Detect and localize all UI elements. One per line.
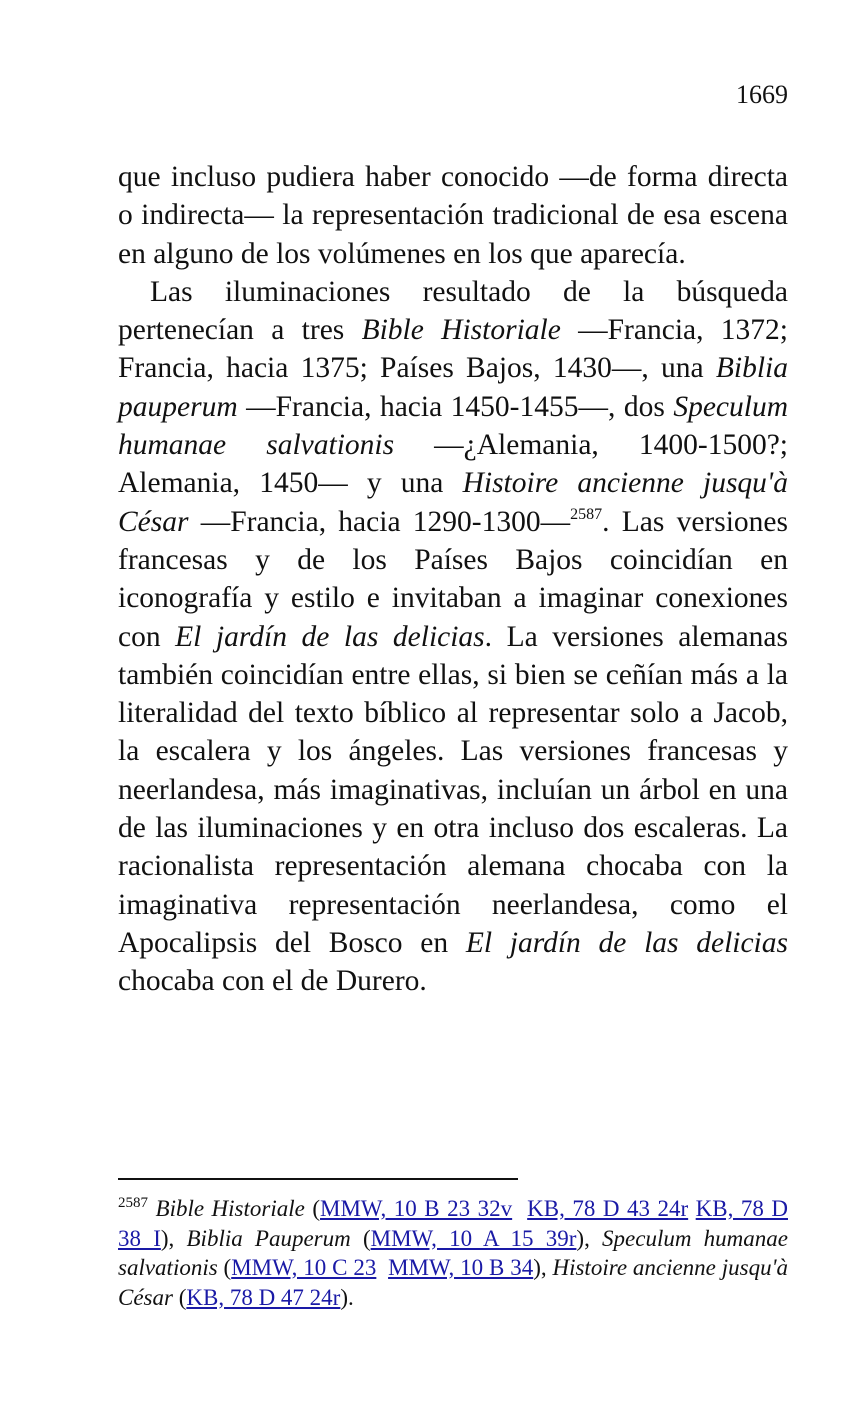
footnote-link[interactable]: KB, 78 D 43 24r <box>527 1196 689 1221</box>
footnote-punct: ). <box>340 1284 354 1310</box>
text-run: . Las versiones francesas y de los Países Bajos coincidían en iconografía y estilo e invitaban a imaginar conexiones con <box>118 505 788 653</box>
footnote-title: Biblia Pauperum <box>186 1225 351 1251</box>
text-run: Las iluminaciones resultado de la búsqueda pertenecían a tres <box>118 275 788 347</box>
footnote-title: Bible Historiale <box>155 1196 305 1221</box>
italic-title: Histoire ancienne jusqu'à César <box>118 467 788 538</box>
text-run: —Francia, 1372; Francia, hacia 1375; Países Bajos, 1430—, una <box>118 314 789 385</box>
text-run: —¿Alemania, 1400-1500?; Alemania, 1450— y una <box>118 429 788 500</box>
text-run: chocaba con el de Durero. <box>118 965 427 998</box>
footnote-link[interactable]: MMW, 10 B 34 <box>388 1255 534 1280</box>
footnote-punct: ( <box>217 1255 232 1280</box>
footnote-title: Histoire ancienne jusqu'à César <box>118 1255 789 1310</box>
footnote-punct: ), <box>160 1225 187 1251</box>
footnote-punct: ( <box>350 1225 371 1251</box>
footnote-punct <box>512 1196 527 1221</box>
page-number: 1669 <box>736 80 788 109</box>
footnote-link[interactable]: MMW, 10 A 15 39r <box>370 1225 577 1251</box>
italic-title: Bible Historiale <box>361 314 561 347</box>
footnote-punct: ), <box>533 1255 553 1280</box>
footnote-separator <box>118 1178 518 1180</box>
text-run: . La versiones alemanas también coincidían entre ellas, si bien se ceñían más a la literalidad del texto bíblico al representar solo a Jacob, la escalera y los ángeles. Las versiones francesas y neerlandesa, más imaginativas, incluían un árbol en una de las iluminaciones y en otra incluso dos escaleras. La racionalista representación alemana chocaba con la imaginativa representación neerlandesa, como el Apocalipsis del Bosco en <box>118 620 788 959</box>
footnote-title: Speculum humanae salvationis <box>118 1225 788 1280</box>
footnote-punct <box>376 1255 388 1280</box>
italic-title: Biblia pauperum <box>118 352 788 423</box>
italic-title: El jardín de las delicias <box>465 926 788 959</box>
footnote-punct: ( <box>304 1196 321 1221</box>
footnote-punct: ), <box>576 1225 603 1251</box>
text-run: —Francia, hacia 1450-1455—, dos <box>237 390 674 423</box>
footnote-reference: 2587 <box>570 505 603 523</box>
footnote-link[interactable]: MMW, 10 C 23 <box>231 1255 377 1280</box>
text-run: —Francia, hacia 1290-1300— <box>188 505 571 538</box>
footnote-link[interactable]: KB, 78 D 38 I <box>118 1196 788 1251</box>
footnote-link[interactable]: MMW, 10 B 23 32v <box>320 1196 513 1221</box>
paragraph-1: que incluso pudiera haber conocido —de forma directa o indirecta— la representación tradicional de esa escena en alguno de los volúmenes en los que aparecía. <box>118 161 788 270</box>
footnote-punct: ( <box>172 1284 187 1310</box>
footnote-punct <box>688 1196 696 1221</box>
italic-title: El jardín de las delicias <box>175 620 485 653</box>
italic-title: Speculum humanae salvationis <box>118 390 788 462</box>
footnote-link[interactable]: KB, 78 D 47 24r <box>186 1284 341 1310</box>
footnote <box>118 1194 788 1312</box>
paragraph-2 <box>118 273 788 1001</box>
body-text <box>118 158 788 1001</box>
footnote-number: 2587 <box>118 1195 148 1211</box>
